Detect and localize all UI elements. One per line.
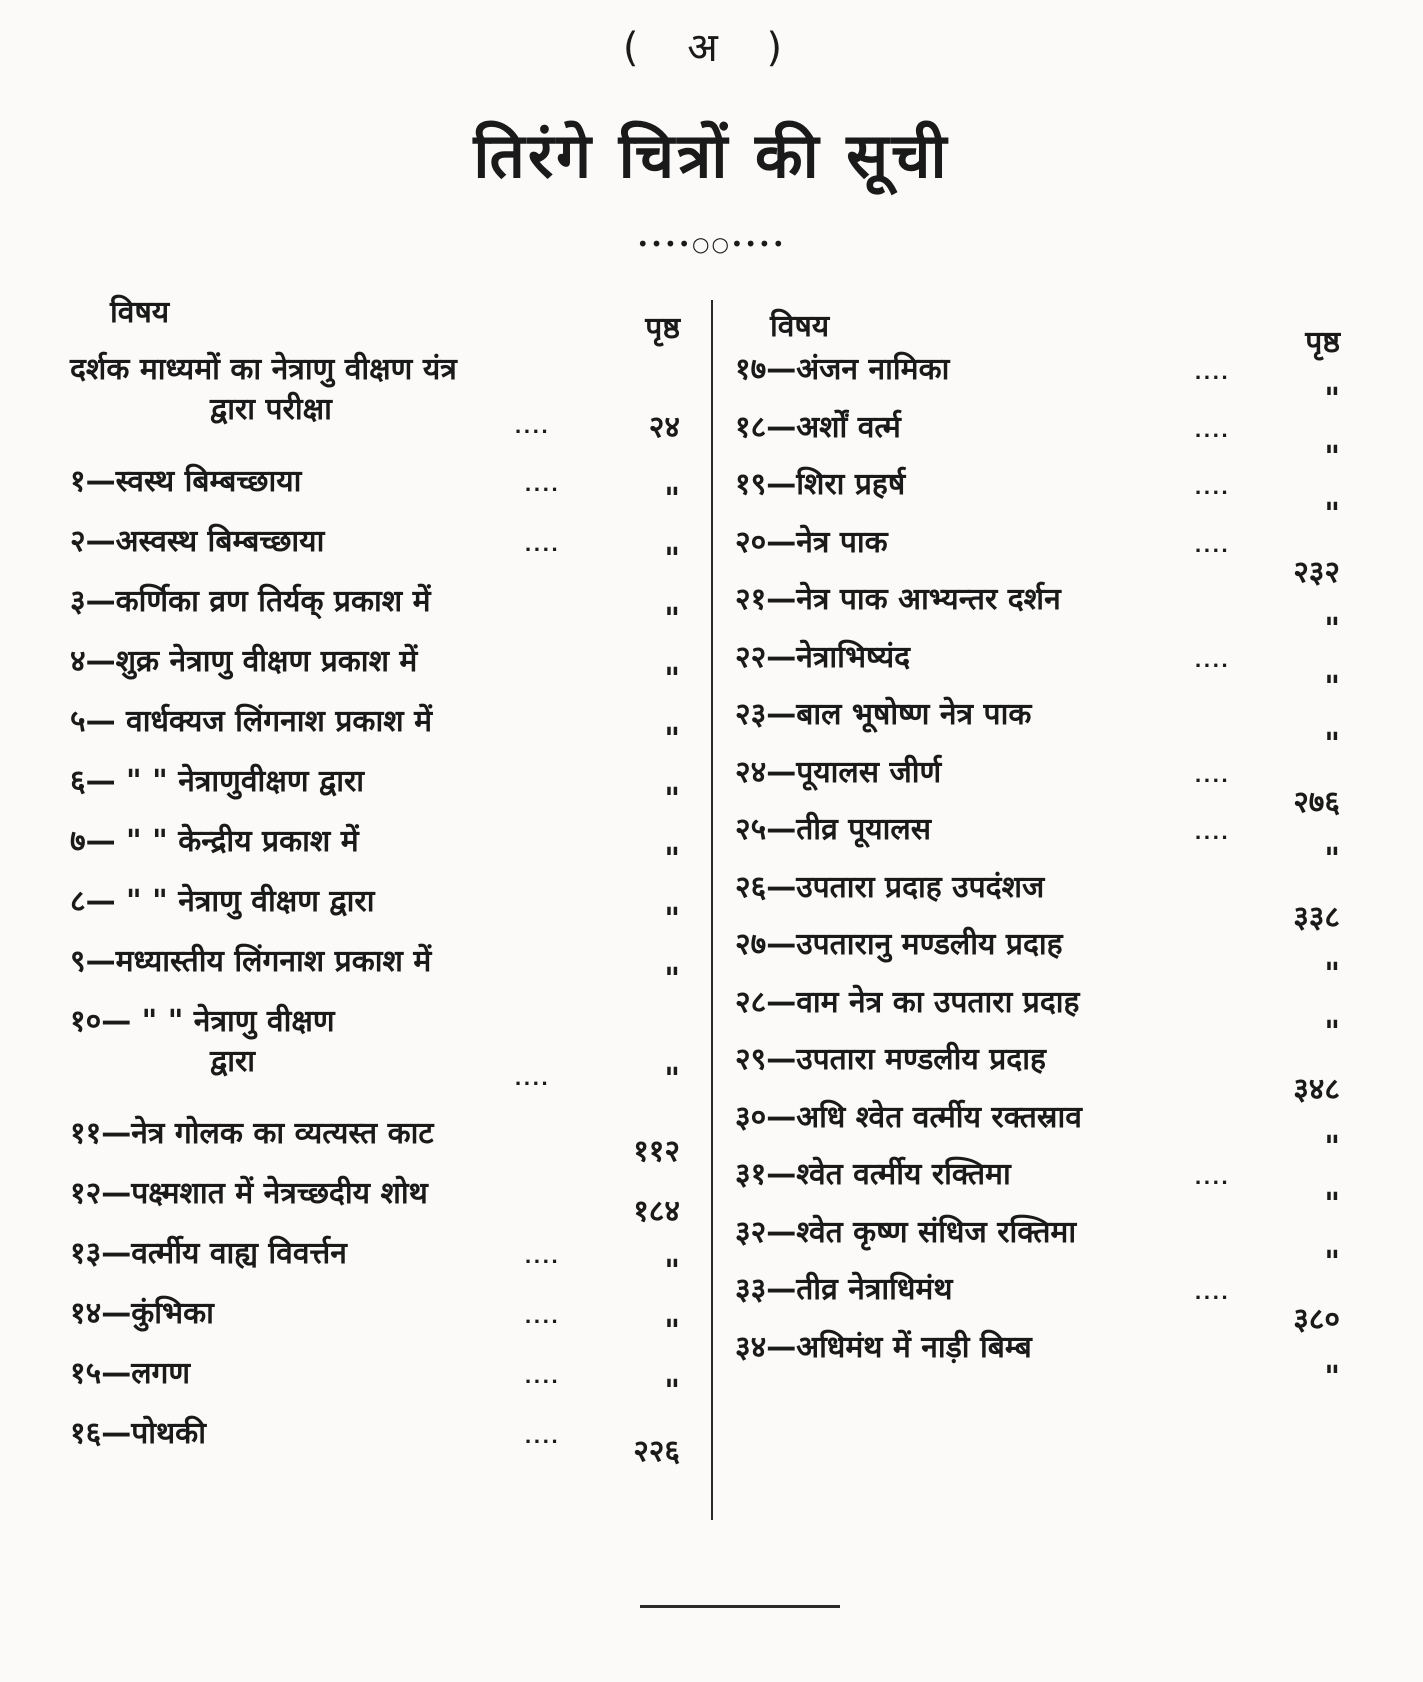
page-number: " <box>664 1254 680 1289</box>
entry-title: २—अस्वस्थ बिम्बच्छाया <box>70 524 325 559</box>
entry-title: २०—नेत्र पाक <box>735 524 888 560</box>
list-item <box>70 1234 680 1294</box>
left-entry-list <box>70 350 680 1474</box>
page-number: " <box>664 782 680 817</box>
ornament-divider: ••••○○•••• <box>636 232 787 256</box>
column-divider <box>711 300 713 1520</box>
leader-dots: .... <box>524 1367 560 1388</box>
right-column <box>735 290 1340 1395</box>
page-number: " <box>1324 497 1340 532</box>
list-item <box>70 1114 680 1174</box>
page-header: पृष्ठ <box>1305 325 1340 360</box>
subject-header: विषय <box>770 309 830 344</box>
list-item <box>735 1270 1340 1337</box>
entry-title: ३—कर्णिका व्रण तिर्यक् प्रकाश में <box>70 584 431 619</box>
page-number: " <box>1324 439 1340 475</box>
page-header: पृष्ठ <box>645 311 680 346</box>
page-number: " <box>1324 1359 1340 1395</box>
list-item <box>70 1294 680 1354</box>
list-item <box>735 1155 1340 1222</box>
page-number: " <box>664 542 680 577</box>
leader-dots: .... <box>514 417 550 438</box>
page-number: " <box>664 662 680 697</box>
list-item <box>735 695 1340 762</box>
leader-dots: .... <box>1194 420 1230 442</box>
right-entry-list <box>735 350 1340 1395</box>
page-marker: ( अ ) <box>622 25 801 71</box>
left-column-header <box>70 290 680 350</box>
page-number: " <box>664 962 680 997</box>
entry-title: १९—शिरा प्रहर्ष <box>735 467 906 502</box>
page-number: " <box>1324 669 1340 705</box>
list-item <box>735 983 1340 1050</box>
entry-title: २७—उपतारानु मण्डलीय प्रदाह <box>735 927 1063 962</box>
entry-title: २९—उपतारा मण्डलीय प्रदाह <box>735 1042 1046 1077</box>
entry-title: २८—वाम नेत्र का उपतारा प्रदाह <box>735 984 1080 1020</box>
entry-title: १४—कुंभिका <box>70 1296 214 1331</box>
entry-title: २४—पूयालस जीर्ण <box>735 754 942 790</box>
bottom-rule <box>640 1605 840 1608</box>
entry-title: २२—नेत्राभिष्यंद <box>735 639 911 675</box>
entry-title-continuation: द्वारा <box>210 1044 256 1079</box>
entry-title: ३४—अधिमंथ में नाड़ी बिम्ब <box>735 1329 1032 1365</box>
leader-dots: .... <box>1194 650 1230 672</box>
leader-dots: .... <box>524 1247 560 1268</box>
page-number: " <box>664 1314 680 1349</box>
page-number: ११२ <box>633 1134 680 1169</box>
list-item <box>70 642 680 702</box>
entry-title: ३२—श्वेत कृष्ण संधिज रक्तिमा <box>735 1214 1077 1250</box>
entry-title: १८—अर्शों वर्त्म <box>735 409 901 445</box>
list-item <box>735 753 1340 820</box>
entry-title: १७—अंजन नामिका <box>735 352 950 387</box>
entry-title: २१—नेत्र पाक आभ्यन्तर दर्शन <box>735 582 1061 617</box>
entry-title: १३—वर्त्मीय वाह्य विवर्त्तन <box>70 1236 347 1271</box>
page-number: " <box>664 722 680 757</box>
list-item <box>735 810 1340 877</box>
leader-dots: .... <box>524 1427 560 1448</box>
leader-dots: .... <box>1194 478 1230 499</box>
list-item <box>70 1414 680 1474</box>
entry-title: ३३—तीव्र नेत्राधिमंथ <box>735 1272 953 1307</box>
entry-title: ९—मध्यास्तीय लिंगनाश प्रकाश में <box>70 944 432 979</box>
page-number: ३८० <box>1293 1302 1340 1337</box>
page-number: " <box>1324 1014 1340 1050</box>
page-number: " <box>1324 382 1340 417</box>
list-item <box>735 408 1340 475</box>
page-number: १८४ <box>633 1194 680 1229</box>
list-item <box>735 1328 1340 1395</box>
list-item <box>735 350 1340 417</box>
list-item <box>735 580 1340 647</box>
list-item <box>70 702 680 762</box>
page-number: " <box>664 902 680 937</box>
left-column <box>70 290 680 1474</box>
page-number: " <box>664 602 680 637</box>
page-number: " <box>1324 1187 1340 1222</box>
entry-title: दर्शक माध्यमों का नेत्राणु वीक्षण यंत्र <box>70 352 457 387</box>
entry-title: १२—पक्ष्मशात में नेत्रच्छदीय शोथ <box>70 1176 428 1211</box>
page-number: " <box>664 842 680 877</box>
page-number: २७६ <box>1293 784 1340 820</box>
entry-title: १६—पोथकी <box>70 1416 206 1451</box>
entry-title: २६—उपतारा प्रदाह उपदंशज <box>735 869 1045 905</box>
list-item <box>70 582 680 642</box>
list-item <box>70 350 680 462</box>
page-number: " <box>1324 727 1340 762</box>
list-item <box>735 523 1340 590</box>
entry-title: १—स्वस्थ बिम्बच्छाया <box>70 464 302 499</box>
page-number: २२६ <box>633 1434 680 1469</box>
leader-dots: .... <box>514 1069 550 1090</box>
leader-dots: .... <box>1194 363 1230 384</box>
list-item <box>70 822 680 882</box>
list-item <box>735 1213 1340 1280</box>
list-item <box>70 1174 680 1234</box>
entry-title: ८— " " नेत्राणु वीक्षण द्वारा <box>70 884 375 919</box>
page-number: " <box>1324 1129 1340 1165</box>
list-item <box>735 1040 1340 1107</box>
list-item <box>70 1354 680 1414</box>
page-number: " <box>1324 957 1340 992</box>
list-item <box>70 522 680 582</box>
entry-title: १०— " " नेत्राणु वीक्षण <box>70 1004 335 1039</box>
entry-title: ३०—अधि श्वेत वर्त्मीय रक्तस्राव <box>735 1099 1082 1135</box>
page-number: " <box>664 1374 680 1409</box>
list-item <box>70 462 680 522</box>
page-title: तिरंगे चित्रों की सूची <box>473 119 950 192</box>
entry-title: ७— " " केन्द्रीय प्रकाश में <box>70 824 359 859</box>
leader-dots: .... <box>1194 1283 1230 1304</box>
subject-header: विषय <box>110 295 170 330</box>
leader-dots: .... <box>1194 765 1230 787</box>
page-number: " <box>664 482 680 517</box>
leader-dots: .... <box>1194 535 1230 557</box>
entry-title: २३—बाल भूषोष्ण नेत्र पाक <box>735 697 1032 732</box>
entry-title: ६— " " नेत्राणुवीक्षण द्वारा <box>70 764 365 799</box>
list-item <box>70 882 680 942</box>
leader-dots: .... <box>1194 1168 1230 1189</box>
leader-dots: .... <box>524 1307 560 1328</box>
page-number: " <box>1324 612 1340 647</box>
page-number: २३२ <box>1293 554 1340 590</box>
entry-title-continuation: द्वारा परीक्षा <box>210 392 332 427</box>
entry-title: ३१—श्वेत वर्त्मीय रक्तिमा <box>735 1157 1011 1192</box>
entry-title: ५— वार्धक्यज लिंगनाश प्रकाश में <box>70 704 433 739</box>
entry-title: १५—लगण <box>70 1356 191 1391</box>
list-item <box>735 868 1340 935</box>
entry-title: ४—शुक्र नेत्राणु वीक्षण प्रकाश में <box>70 644 418 679</box>
page-number: " <box>1324 1244 1340 1280</box>
page-number: २४ <box>648 410 680 445</box>
entry-title: २५—तीव्र पूयालस <box>735 812 932 847</box>
page-number: " <box>664 1062 680 1097</box>
list-item <box>735 925 1340 992</box>
right-column-header <box>735 290 1340 360</box>
page-number: ३३८ <box>1293 899 1340 935</box>
list-item <box>70 1002 680 1114</box>
page-number: " <box>1324 842 1340 877</box>
list-item <box>735 465 1340 532</box>
page-number: ३४८ <box>1293 1072 1340 1107</box>
list-item <box>735 1098 1340 1165</box>
list-item <box>70 942 680 1002</box>
leader-dots: .... <box>524 475 560 496</box>
entry-title: ११—नेत्र गोलक का व्यत्यस्त काट <box>70 1116 434 1151</box>
leader-dots: .... <box>1194 823 1230 844</box>
list-item <box>735 638 1340 705</box>
leader-dots: .... <box>524 535 560 556</box>
list-item <box>70 762 680 822</box>
